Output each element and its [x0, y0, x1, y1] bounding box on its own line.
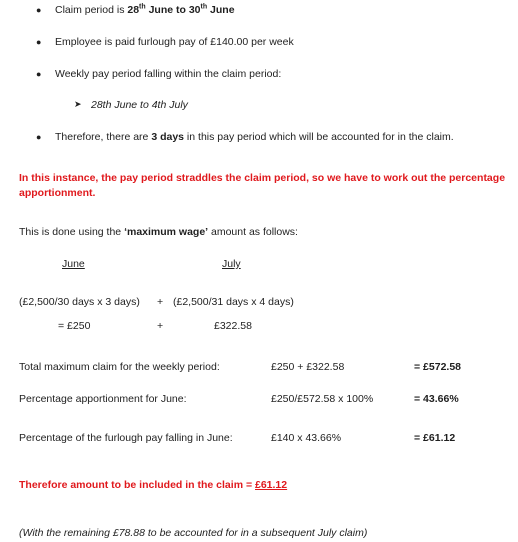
therefore-prefix: Therefore, there are — [55, 131, 152, 143]
row-label: Percentage apportionment for June: — [19, 393, 187, 405]
arrow-bullet-icon: ➤ — [74, 99, 82, 109]
conclusion-amount: £61.12 — [255, 479, 288, 491]
max-wage-term: ‘maximum wage’ — [124, 226, 209, 238]
row-label: Total maximum claim for the weekly period: — [19, 361, 220, 373]
bullet-dot: ● — [36, 5, 42, 15]
june-formula: (£2,500/30 days x 3 days) — [19, 296, 140, 308]
conclusion-prefix: Therefore amount to be included in the claim = — [19, 479, 255, 491]
max-wage-prefix: This is done using the — [19, 226, 125, 238]
claim-start-day: 28 — [127, 4, 140, 16]
claim-end-suffix: th — [200, 3, 208, 11]
therefore-text — [55, 131, 454, 143]
july-result: £322.58 — [214, 320, 252, 332]
therefore-days: 3 days — [151, 131, 185, 143]
bullet-dot: ● — [36, 69, 42, 79]
claim-mid: June to 30 — [145, 4, 201, 16]
remaining-note: (With the remaining £78.88 to be accounted for in a subsequent July claim) — [19, 527, 368, 539]
plus-sign: + — [157, 320, 164, 332]
plus-sign: + — [157, 296, 164, 308]
row-formula: £250 + £322.58 — [271, 361, 345, 373]
therefore-suffix: in this pay period which will be accounted for in the claim. — [184, 131, 454, 143]
max-wage-suffix: amount as follows: — [208, 226, 298, 238]
june-result: = £250 — [58, 320, 91, 332]
row-formula: £250/£572.58 x 100% — [271, 393, 374, 405]
red-paragraph-line2: apportionment. — [19, 187, 96, 199]
bullet-dot: ● — [36, 37, 42, 47]
max-wage-text — [19, 226, 298, 238]
claim-start-suffix: th — [139, 3, 146, 11]
row-result: = 43.66% — [414, 393, 459, 405]
claim-period-dates — [127, 4, 234, 16]
weekly-pay-period-text: Weekly pay period falling within the claim period: — [55, 68, 282, 80]
employee-paid-text: Employee is paid furlough pay of £140.00 per week — [55, 36, 294, 48]
claim-end: June — [207, 4, 235, 16]
row-formula: £140 x 43.66% — [271, 432, 342, 444]
row-result: = £572.58 — [414, 361, 462, 373]
july-header: July — [222, 258, 241, 270]
claim-period-prefix: Claim period is — [55, 4, 128, 16]
bullet-dot: ● — [36, 132, 42, 142]
red-paragraph-line1: In this instance, the pay period straddles the claim period, so we have to work out the percentage — [19, 172, 506, 184]
row-result: = £61.12 — [414, 432, 456, 444]
july-formula: (£2,500/31 days x 4 days) — [173, 296, 294, 308]
row-label: Percentage of the furlough pay falling in June: — [19, 432, 233, 444]
june-header: June — [62, 258, 85, 270]
conclusion-text — [19, 479, 287, 491]
sub-item-dates: 28th June to 4th July — [91, 99, 188, 111]
claim-period-text — [55, 4, 235, 16]
